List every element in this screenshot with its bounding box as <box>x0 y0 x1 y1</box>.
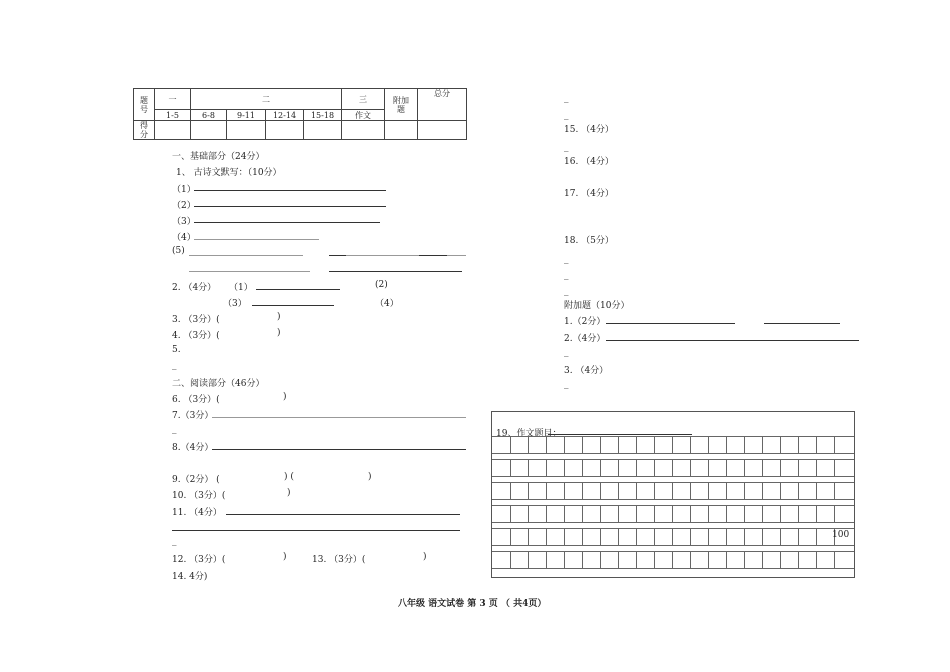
grid-cell[interactable] <box>672 551 690 568</box>
score-cell[interactable] <box>191 121 227 140</box>
section-reading: 二、阅读部分（46分） <box>172 379 265 389</box>
q2-sub-4: （4） <box>375 299 399 309</box>
dash-mark: _ <box>564 379 569 389</box>
word-count-marker: 100 <box>832 530 850 540</box>
grid-cell[interactable] <box>762 528 780 545</box>
grid-cell[interactable] <box>600 505 618 522</box>
answer-line[interactable] <box>226 514 460 515</box>
q3-paren-close: ) <box>277 312 281 322</box>
score-cell[interactable] <box>418 121 467 140</box>
essay-grid-row[interactable] <box>492 459 854 476</box>
grid-cell[interactable] <box>546 482 564 499</box>
grid-cell[interactable] <box>546 528 564 545</box>
essay-grid-row[interactable] <box>492 436 854 453</box>
col-12-14: 12-14 <box>266 110 304 121</box>
grid-cell[interactable] <box>744 528 762 545</box>
q4-paren-close: ) <box>277 328 281 338</box>
grid-cell[interactable] <box>564 436 582 453</box>
grid-cell[interactable] <box>798 551 816 568</box>
grid-cell[interactable] <box>528 436 546 453</box>
q1-item-4: （4） <box>172 233 196 243</box>
grid-cell[interactable] <box>672 505 690 522</box>
grid-cell[interactable] <box>600 528 618 545</box>
q10-paren-close: ) <box>287 488 291 498</box>
q1-item-2: （2） <box>172 201 196 211</box>
grid-cell[interactable] <box>672 459 690 476</box>
q9-mid: ) ( <box>284 472 294 482</box>
grid-cell[interactable] <box>582 482 600 499</box>
q5-label: 5. <box>172 345 181 355</box>
grid-cell[interactable] <box>510 482 528 499</box>
answer-line[interactable] <box>606 340 859 341</box>
q13-label: 13. （3分）( <box>312 555 366 565</box>
grid-cell[interactable] <box>654 551 672 568</box>
answer-line[interactable] <box>194 190 386 191</box>
grid-cell[interactable] <box>564 482 582 499</box>
q17-label: 17. （4分） <box>564 189 614 199</box>
col-essay: 作文 <box>342 110 385 121</box>
grid-cell[interactable] <box>618 459 636 476</box>
grid-cell[interactable] <box>510 505 528 522</box>
essay-grid[interactable] <box>491 411 855 578</box>
grid-cell[interactable] <box>816 436 834 453</box>
essay-grid-row[interactable] <box>492 528 854 545</box>
grid-cell[interactable] <box>528 482 546 499</box>
answer-line[interactable] <box>172 530 460 531</box>
section-basic: 一、基础部分（24分） <box>172 152 265 162</box>
answer-line[interactable] <box>447 255 466 256</box>
score-cell[interactable] <box>266 121 304 140</box>
grid-cell[interactable] <box>690 482 708 499</box>
q16-label: 16. （4分） <box>564 157 614 167</box>
grid-cell[interactable] <box>798 459 816 476</box>
grid-cell[interactable] <box>726 528 744 545</box>
grid-cell[interactable] <box>654 482 672 499</box>
grid-cell[interactable] <box>636 551 654 568</box>
grid-cell[interactable] <box>726 505 744 522</box>
grid-cell[interactable] <box>708 505 726 522</box>
answer-line[interactable] <box>194 222 380 223</box>
grid-cell[interactable] <box>564 505 582 522</box>
header-1: 一 <box>155 89 191 110</box>
grid-cell[interactable] <box>834 459 852 476</box>
q13-paren-close: ) <box>423 552 427 562</box>
grid-cell[interactable] <box>510 528 528 545</box>
grid-cell[interactable] <box>582 551 600 568</box>
grid-cell[interactable] <box>726 436 744 453</box>
q4-label: 4. （3分）( <box>172 331 220 341</box>
col-1-5: 1-5 <box>155 110 191 121</box>
grid-cell[interactable] <box>618 505 636 522</box>
dash-mark: _ <box>564 142 569 152</box>
grid-cell[interactable] <box>798 528 816 545</box>
dash-mark: _ <box>564 270 569 280</box>
grid-cell[interactable] <box>744 459 762 476</box>
score-cell[interactable] <box>342 121 385 140</box>
score-cell[interactable] <box>385 121 418 140</box>
score-cell[interactable] <box>304 121 342 140</box>
q12-paren-close: ) <box>283 552 287 562</box>
answer-line[interactable] <box>189 255 303 256</box>
essay-grid-row[interactable] <box>492 505 854 522</box>
grid-cell[interactable] <box>690 551 708 568</box>
grid-cell[interactable] <box>780 436 798 453</box>
q14-label: 14. 4分) <box>172 572 208 582</box>
grid-cell[interactable] <box>690 528 708 545</box>
grid-cell[interactable] <box>780 505 798 522</box>
grid-cell[interactable] <box>744 482 762 499</box>
grid-cell[interactable] <box>582 528 600 545</box>
grid-cell[interactable] <box>762 436 780 453</box>
grid-cell[interactable] <box>546 436 564 453</box>
grid-cell[interactable] <box>762 459 780 476</box>
grid-cell[interactable] <box>690 505 708 522</box>
grid-cell[interactable] <box>708 482 726 499</box>
answer-line[interactable] <box>194 239 319 240</box>
grid-cell[interactable] <box>762 482 780 499</box>
q6-paren-close: ) <box>283 392 287 402</box>
q8-label: 8.（4分） <box>172 443 214 453</box>
col-15-18: 15-18 <box>304 110 342 121</box>
grid-cell[interactable] <box>654 459 672 476</box>
grid-cell[interactable] <box>546 459 564 476</box>
grid-rule <box>492 499 854 500</box>
grid-cell[interactable] <box>672 436 690 453</box>
q6-label: 6. （3分）( <box>172 395 220 405</box>
grid-cell[interactable] <box>618 551 636 568</box>
q9-paren-close: ) <box>368 472 372 482</box>
answer-line[interactable] <box>606 323 735 324</box>
grid-cell[interactable] <box>528 505 546 522</box>
q7-label: 7.（3分） <box>172 411 214 421</box>
grid-cell[interactable] <box>726 459 744 476</box>
answer-line[interactable] <box>346 255 419 256</box>
grid-cell[interactable] <box>636 436 654 453</box>
extra-q1-label: 1.（2分） <box>564 317 606 327</box>
answer-line[interactable] <box>419 255 447 256</box>
grid-cell[interactable] <box>780 482 798 499</box>
dash-mark: _ <box>564 347 569 357</box>
q2-sub-2: (2) <box>375 280 388 290</box>
score-row-label: 得分 <box>134 121 155 140</box>
grid-cell[interactable] <box>528 551 546 568</box>
grid-cell[interactable] <box>654 505 672 522</box>
q12-label: 12. （3分）( <box>172 555 226 565</box>
essay-title-line[interactable] <box>548 434 692 435</box>
q1-item-3: （3） <box>172 217 196 227</box>
grid-cell[interactable] <box>762 505 780 522</box>
grid-cell[interactable] <box>618 528 636 545</box>
grid-cell[interactable] <box>834 505 852 522</box>
grid-cell[interactable] <box>600 551 618 568</box>
score-cell[interactable] <box>155 121 191 140</box>
grid-cell[interactable] <box>816 505 834 522</box>
grid-cell[interactable] <box>690 459 708 476</box>
header-total: 总分 <box>418 89 467 121</box>
essay-grid-row[interactable] <box>492 482 854 499</box>
grid-cell[interactable] <box>708 528 726 545</box>
q2-sub-3: （3） <box>223 299 247 309</box>
grid-cell[interactable] <box>834 482 852 499</box>
grid-cell[interactable] <box>636 459 654 476</box>
grid-cell[interactable] <box>816 459 834 476</box>
grid-cell[interactable] <box>582 505 600 522</box>
grid-rule <box>492 453 854 454</box>
answer-line[interactable] <box>329 255 346 256</box>
dash-mark: _ <box>172 424 177 434</box>
header-tihao: 题号 <box>134 89 155 121</box>
grid-rule <box>492 476 854 477</box>
grid-cell[interactable] <box>816 551 834 568</box>
dash-mark: _ <box>564 93 569 103</box>
extra-q2-label: 2.（4分） <box>564 334 606 344</box>
answer-line[interactable] <box>212 449 466 450</box>
q2-sub-1: （1） <box>229 283 253 293</box>
q3-label: 3. （3分）( <box>172 315 220 325</box>
grid-cell[interactable] <box>726 482 744 499</box>
essay-grid-row[interactable] <box>492 551 854 568</box>
score-table <box>133 88 467 140</box>
grid-cell[interactable] <box>780 459 798 476</box>
answer-line[interactable] <box>212 417 466 418</box>
grid-cell[interactable] <box>582 436 600 453</box>
q15-label: 15. （4分） <box>564 125 614 135</box>
grid-cell[interactable] <box>690 436 708 453</box>
q2-label: 2. （4分） <box>172 283 217 293</box>
grid-cell[interactable] <box>600 482 618 499</box>
header-2: 二 <box>191 89 342 110</box>
extra-section: 附加题（10分） <box>564 301 630 311</box>
q1-item-1: （1） <box>172 185 196 195</box>
grid-cell[interactable] <box>762 551 780 568</box>
grid-cell[interactable] <box>510 459 528 476</box>
grid-cell[interactable] <box>834 436 852 453</box>
grid-cell[interactable] <box>708 459 726 476</box>
grid-cell[interactable] <box>510 551 528 568</box>
grid-cell[interactable] <box>564 459 582 476</box>
dash-mark: _ <box>564 254 569 264</box>
dash-mark: _ <box>172 360 177 370</box>
header-extra: 附加题 <box>385 89 418 121</box>
grid-cell[interactable] <box>546 551 564 568</box>
grid-rule <box>492 568 854 569</box>
grid-cell[interactable] <box>582 459 600 476</box>
page-footer: 八年级 语文试卷 第 3 页 （ 共4页） <box>398 599 547 609</box>
grid-cell[interactable] <box>798 505 816 522</box>
grid-cell[interactable] <box>798 482 816 499</box>
q9-label: 9.（2分） ( <box>172 475 220 485</box>
grid-cell[interactable] <box>564 551 582 568</box>
grid-cell[interactable] <box>708 436 726 453</box>
grid-cell[interactable] <box>636 528 654 545</box>
col-9-11: 9-11 <box>227 110 266 121</box>
grid-cell[interactable] <box>528 528 546 545</box>
col-6-8: 6-8 <box>191 110 227 121</box>
answer-line[interactable] <box>194 206 386 207</box>
grid-cell[interactable] <box>600 459 618 476</box>
grid-rule <box>492 522 854 523</box>
grid-cell[interactable] <box>618 482 636 499</box>
grid-cell[interactable] <box>546 505 564 522</box>
answer-line[interactable] <box>189 271 310 272</box>
grid-rule <box>492 545 854 546</box>
q1-label: 1、 古诗文默写：（10分） <box>176 168 282 178</box>
grid-cell[interactable] <box>636 482 654 499</box>
grid-cell[interactable] <box>672 482 690 499</box>
grid-cell[interactable] <box>798 436 816 453</box>
grid-cell[interactable] <box>618 436 636 453</box>
grid-cell[interactable] <box>636 505 654 522</box>
answer-line[interactable] <box>764 323 840 324</box>
answer-line[interactable] <box>329 271 462 272</box>
grid-cell[interactable] <box>744 505 762 522</box>
dash-mark: _ <box>564 286 569 296</box>
dash-mark: _ <box>564 110 569 120</box>
header-3: 三 <box>342 89 385 110</box>
grid-cell[interactable] <box>708 551 726 568</box>
q11-label: 11. （4分） <box>172 508 222 518</box>
score-cell[interactable] <box>227 121 266 140</box>
dash-mark: _ <box>172 536 177 546</box>
grid-cell[interactable] <box>654 436 672 453</box>
grid-cell[interactable] <box>564 528 582 545</box>
grid-cell[interactable] <box>726 551 744 568</box>
q18-label: 18. （5分） <box>564 236 614 246</box>
grid-cell[interactable] <box>528 459 546 476</box>
grid-cell[interactable] <box>510 436 528 453</box>
answer-line[interactable] <box>256 289 340 290</box>
grid-cell[interactable] <box>654 528 672 545</box>
extra-q3-label: 3. （4分） <box>564 366 609 376</box>
grid-cell[interactable] <box>744 436 762 453</box>
answer-line[interactable] <box>252 305 334 306</box>
grid-cell[interactable] <box>600 436 618 453</box>
grid-cell[interactable] <box>780 528 798 545</box>
grid-cell[interactable] <box>672 528 690 545</box>
grid-cell[interactable] <box>834 551 852 568</box>
grid-cell[interactable] <box>744 551 762 568</box>
grid-cell[interactable] <box>816 482 834 499</box>
grid-cell[interactable] <box>780 551 798 568</box>
essay-title-label: 19、作文题目： <box>496 429 562 439</box>
q1-item-5: (5) <box>172 246 185 256</box>
q10-label: 10. （3分）( <box>172 491 226 501</box>
